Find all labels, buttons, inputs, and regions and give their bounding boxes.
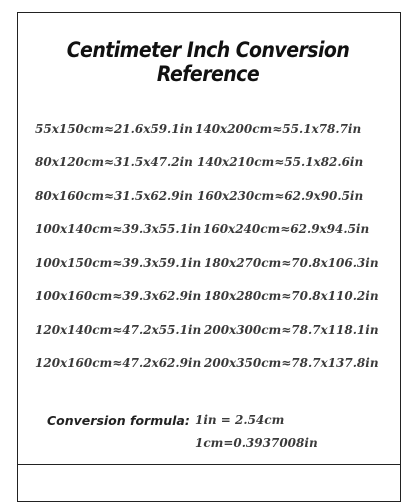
- table-row: [0, 323, 416, 343]
- formula-inch-to-cm: 1in = 2.54cm: [195, 413, 285, 427]
- table-row: [0, 289, 416, 309]
- table-row: [0, 189, 416, 209]
- bottom-divider: [17, 464, 401, 465]
- conversion-left: 120x160cm≈47.2x62.9in: [35, 356, 202, 370]
- table-row: [0, 155, 416, 175]
- conversion-left: 100x150cm≈39.3x59.1in: [35, 256, 202, 270]
- table-row: [0, 256, 416, 276]
- table-row: [0, 356, 416, 376]
- conversion-right: 200x300cm≈78.7x118.1in: [204, 323, 379, 337]
- conversion-left: 80x120cm≈31.5x47.2in: [35, 155, 193, 169]
- conversion-left: 80x160cm≈31.5x62.9in: [35, 189, 193, 203]
- page-title: Centimeter Inch Conversion Reference: [66, 38, 350, 86]
- conversion-left: 100x160cm≈39.3x62.9in: [35, 289, 202, 303]
- conversion-right: 200x350cm≈78.7x137.8in: [204, 356, 379, 370]
- formula-cm-to-inch: 1cm=0.3937008in: [195, 436, 318, 450]
- conversion-left: 120x140cm≈47.2x55.1in: [35, 323, 202, 337]
- formula-label: Conversion formula:: [47, 413, 190, 428]
- conversion-left: 55x150cm≈21.6x59.1in: [35, 122, 193, 136]
- table-row: [0, 222, 416, 242]
- conversion-right: 180x270cm≈70.8x106.3in: [204, 256, 379, 270]
- conversion-right: 160x240cm≈62.9x94.5in: [203, 222, 370, 236]
- table-row: [0, 122, 416, 142]
- conversion-right: 140x210cm≈55.1x82.6in: [197, 155, 364, 169]
- conversion-right: 160x230cm≈62.9x90.5in: [197, 189, 364, 203]
- conversion-right: 140x200cm≈55.1x78.7in: [195, 122, 362, 136]
- conversion-right: 180x280cm≈70.8x110.2in: [204, 289, 379, 303]
- conversion-left: 100x140cm≈39.3x55.1in: [35, 222, 202, 236]
